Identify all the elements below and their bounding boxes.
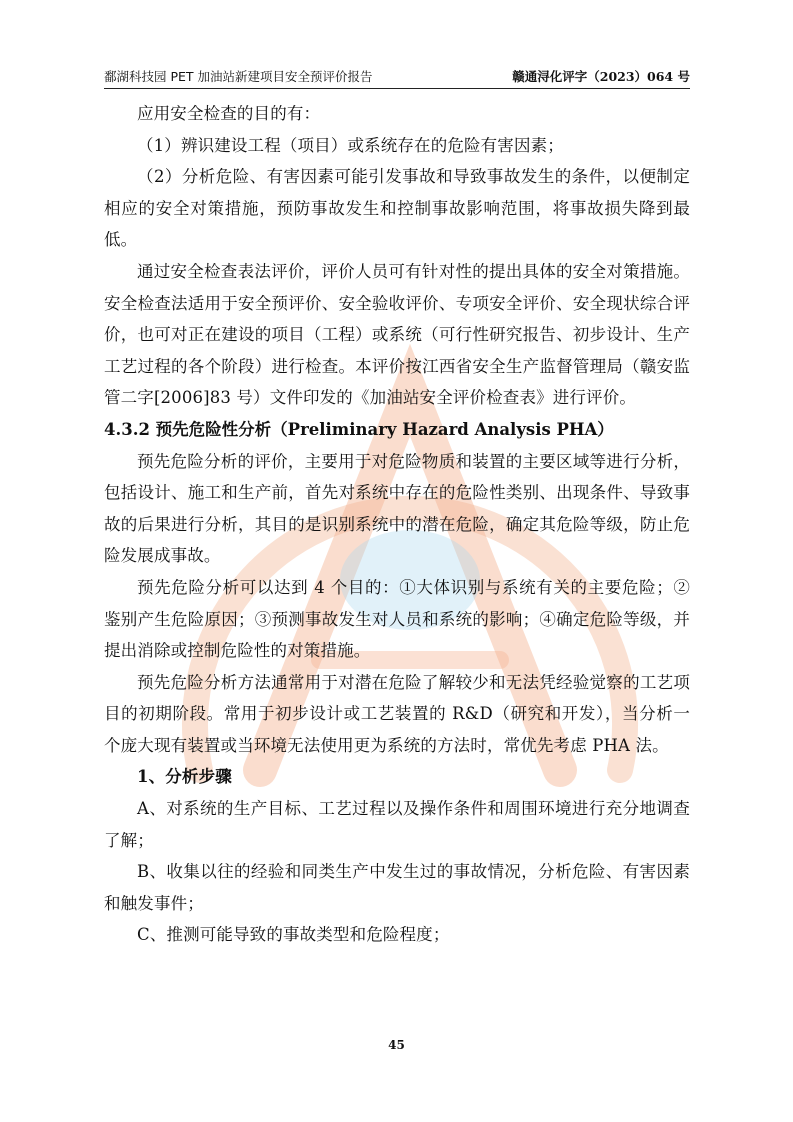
section-heading-pha: 4.3.2 预先危险性分析（Preliminary Hazard Analysis PHA）: [104, 419, 614, 439]
page-header: [104, 66, 690, 89]
page-number: 45: [388, 1038, 405, 1052]
paragraph-pha-description: 预先危险分析的评价，主要用于对危险物质和装置的主要区域等进行分析，包括设计、施工和生产前，首先对系统中存在的危险性类别、出现条件、导致事故的后果进行分析，其目的是识别系统中的潜在危险，确定其危险等级，防止危险发展成事故。: [104, 451, 690, 566]
header-title: 鄱湖科技园 PET 加油站新建项目安全预评价报告: [104, 69, 373, 84]
paragraph-step-c: C、推测可能导致的事故类型和危险程度；: [137, 925, 450, 945]
paragraph-step-a: A、对系统的生产目标、工艺过程以及操作条件和周围环境进行充分地调查了解；: [104, 799, 690, 850]
paragraph-pha-goals: 预先危险分析可以达到 4 个目的：①大体识别与系统有关的主要危险；②鉴别产生危险原因；③预测事故发生对人员和系统的影响；④确定危险等级，并提出消除或控制危险性的对策措施。: [104, 577, 690, 661]
paragraph-item-2: （2）分析危险、有害因素可能引发事故和导致事故发生的条件，以便制定相应的安全对策措施，预防事故发生和控制事故影响范围，将事故损失降到最低。: [104, 167, 690, 250]
paragraph-step-b: B、收集以往的经验和同类生产中发生过的事故情况，分析危险、有害因素和触发事件；: [104, 862, 690, 913]
subheading-analysis-steps: 1、分析步骤: [137, 767, 232, 787]
paragraph-purpose-intro: 应用安全检查的目的有：: [137, 104, 321, 123]
paragraph-item-1: （1）辨识建设工程（项目）或系统存在的危险有害因素；: [137, 135, 564, 155]
document-body: [104, 98, 690, 951]
header-doc-number: 赣通浔化评字（2023）064 号: [512, 69, 690, 84]
paragraph-pha-usage: 预先危险分析方法通常用于对潜在危险了解较少和无法凭经验觉察的工艺项目的初期阶段。常用于初步设计或工艺装置的 R&D（研究和开发），当分析一个庞大现有装置或当环境无法使用更为系统的方法时，常优先考虑 PHA 法。: [104, 672, 690, 755]
paragraph-checklist-method: 通过安全检查表法评价，评价人员可有针对性的提出具体的安全对策措施。安全检查法适用于安全预评价、安全验收评价、专项安全评价、安全现状综合评价，也可对正在建设的项目（工程）或系统（可行性研究报告、初步设计、生产工艺过程的各个阶段）进行检查。本评价按江西省安全生产监督管理局（赣安监管二字[2006]83 号）文件印发的《加油站安全评价检查表》进行评价。: [104, 261, 690, 408]
